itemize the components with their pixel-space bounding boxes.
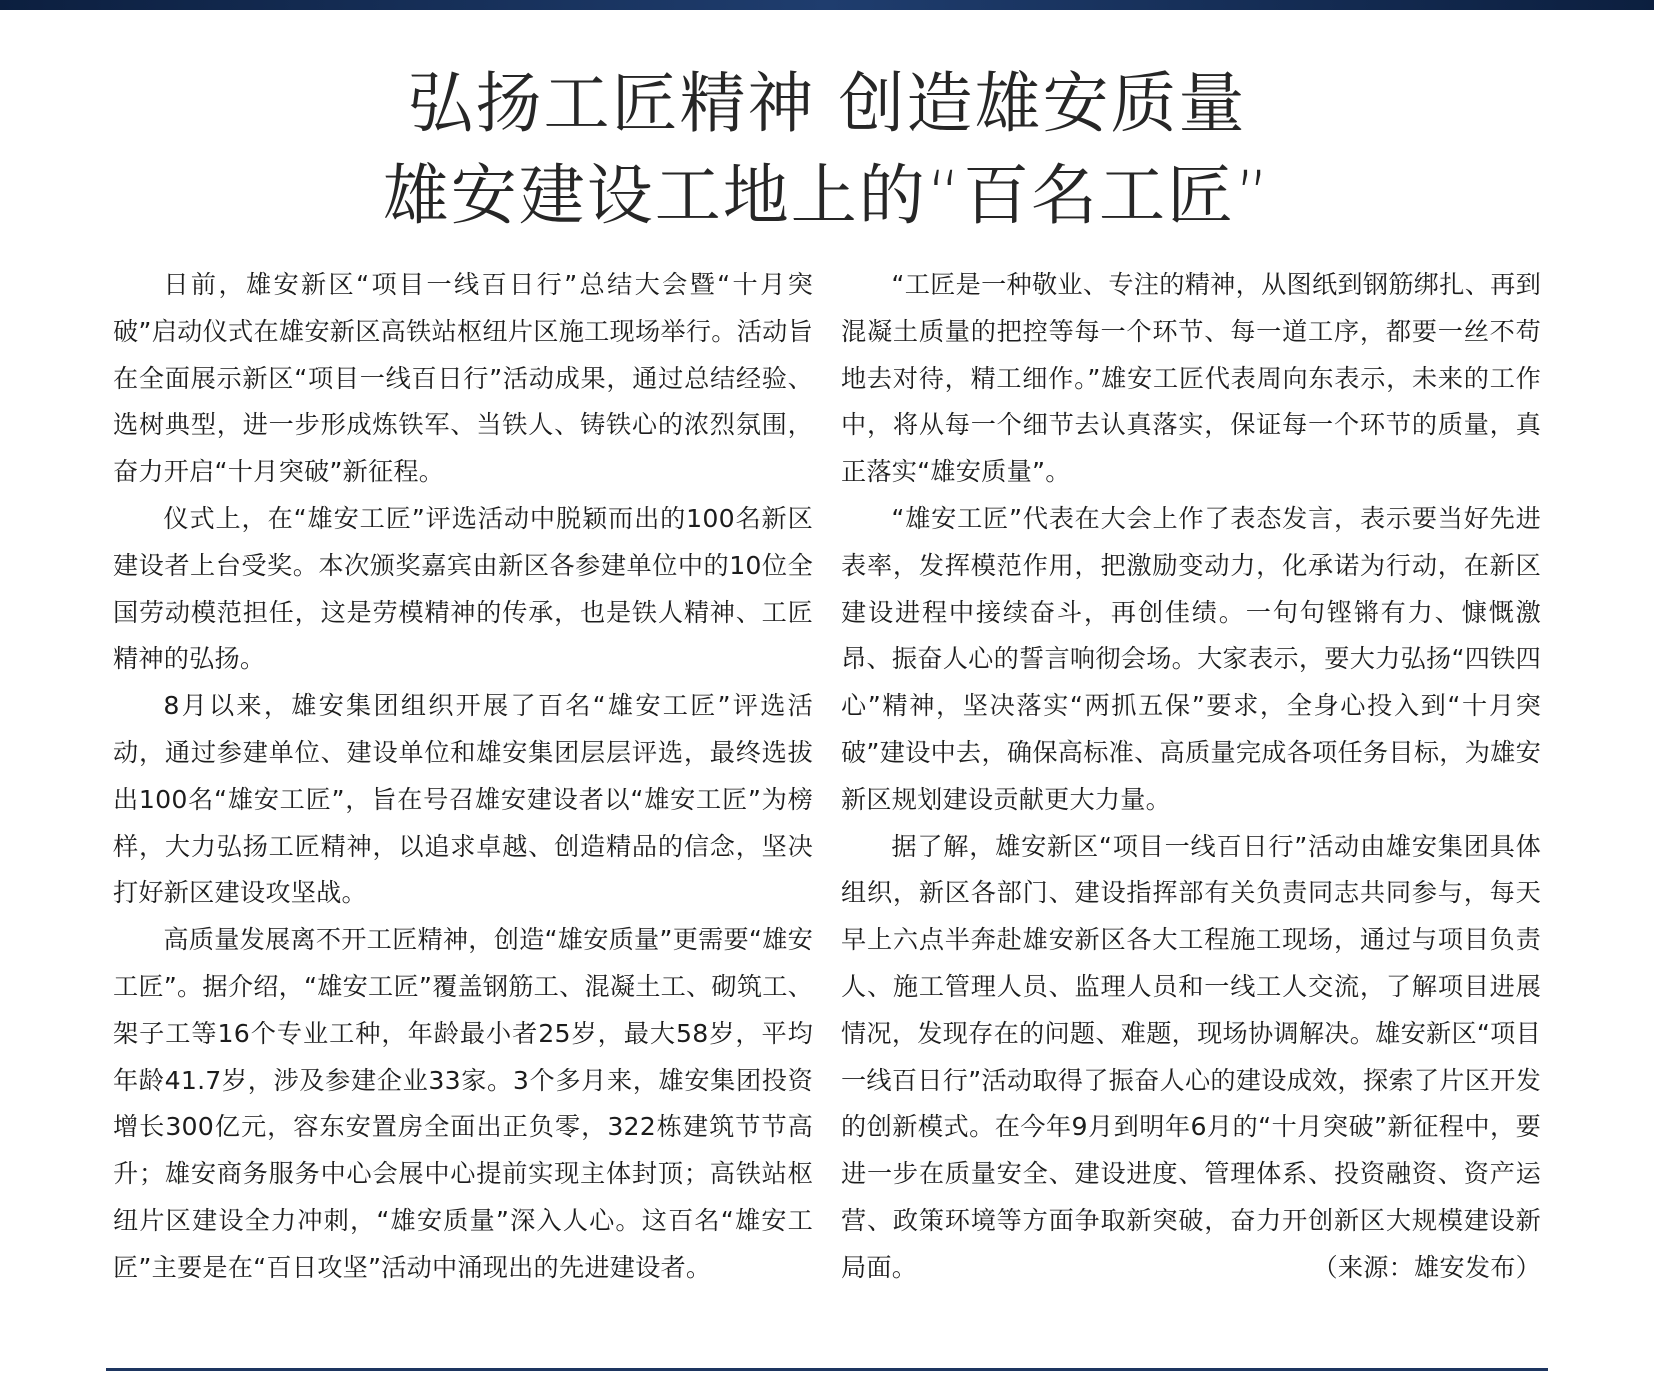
headline-line-1: 弘扬工匠精神 创造雄安质量 (407, 65, 1247, 142)
headline (0, 58, 1654, 242)
paragraph: “雄安工匠”代表在大会上作了表态发言，表示要当好先进表率，发挥模范作用，把激励变动力，化承诺为行动，在新区建设进程中接续奋斗，再创佳绩。一句句铿锵有力、慷慨激昂、振奋人心的誓言响彻会场。大家表示，要大力弘扬“四铁四心”精神，坚决落实“两抓五保”要求，全身心投入到“十月突破”建设中去，确保高标准、高质量完成各项任务目标，为雄安新区规划建设贡献更大力量。 (841, 503, 1541, 814)
headline-line-2: 雄安建设工地上的“百名工匠” (382, 157, 1272, 234)
paragraph: 8月以来，雄安集团组织开展了百名“雄安工匠”评选活动，通过参建单位、建设单位和雄安集团层层评选，最终选拔出100名“雄安工匠”，旨在号召雄安建设者以“雄安工匠”为榜样，大力弘扬工匠精神，以追求卓越、创造精品的信念，坚决打好新区建设攻坚战。 (113, 691, 813, 908)
source-credit: （来源：雄安发布） (1312, 1252, 1541, 1282)
right-column (841, 262, 1541, 1337)
paragraph: 据了解，雄安新区“项目一线百日行”活动由雄安集团具体组织，新区各部门、建设指挥部有关负责同志共同参与，每天早上六点半奔赴雄安新区各大工程施工现场，通过与项目负责人、施工管理人员、监理人员和一线工人交流，了解项目进展情况，发现存在的问题、难题，现场协调解决。雄安新区“项目一线百日行”活动取得了振奋人心的建设成效，探索了片区开发的创新模式。在今年9月到明年6月的“十月突破”新征程中，要进一步在质量安全、建设进度、管理体系、投资融资、资产运营、政策环境等方面争取新突破，奋力开创新区大规模建设新局面。 (841, 831, 1541, 1282)
paragraph: 高质量发展离不开工匠精神，创造“雄安质量”更需要“雄安工匠”。据介绍，“雄安工匠”覆盖钢筋工、混凝土工、砌筑工、架子工等16个专业工种，年龄最小者25岁，最大58岁，平均年龄41.7岁，涉及参建企业33家。3个多月来，雄安集团投资增长300亿元，容东安置房全面出正负零，322栋建筑节节高升；雄安商务服务中心会展中心提前实现主体封顶；高铁站枢纽片区建设全力冲刺，“雄安质量”深入人心。这百名“雄安工匠”主要是在“百日攻坚”活动中涌现出的先进建设者。 (113, 925, 813, 1282)
article-body (113, 262, 1541, 1337)
top-banner-bar (0, 0, 1654, 10)
bottom-divider (106, 1368, 1548, 1371)
paragraph: “工匠是一种敬业、专注的精神，从图纸到钢筋绑扎、再到混凝土质量的把控等每一个环节、每一道工序，都要一丝不苟地去对待，精工细作。”雄安工匠代表周向东表示，未来的工作中，将从每一个细节去认真落实，保证每一个环节的质量，真正落实“雄安质量”。 (841, 270, 1541, 487)
paragraph: 日前，雄安新区“项目一线百日行”总结大会暨“十月突破”启动仪式在雄安新区高铁站枢纽片区施工现场举行。活动旨在全面展示新区“项目一线百日行”活动成果，通过总结经验、选树典型，进一步形成炼铁军、当铁人、铸铁心的浓烈氛围，奋力开启“十月突破”新征程。 (113, 270, 813, 487)
left-column (113, 262, 813, 1337)
paragraph: 仪式上，在“雄安工匠”评选活动中脱颖而出的100名新区建设者上台受奖。本次颁奖嘉宾由新区各参建单位中的10位全国劳动模范担任，这是劳模精神的传承，也是铁人精神、工匠精神的弘扬。 (113, 503, 813, 674)
